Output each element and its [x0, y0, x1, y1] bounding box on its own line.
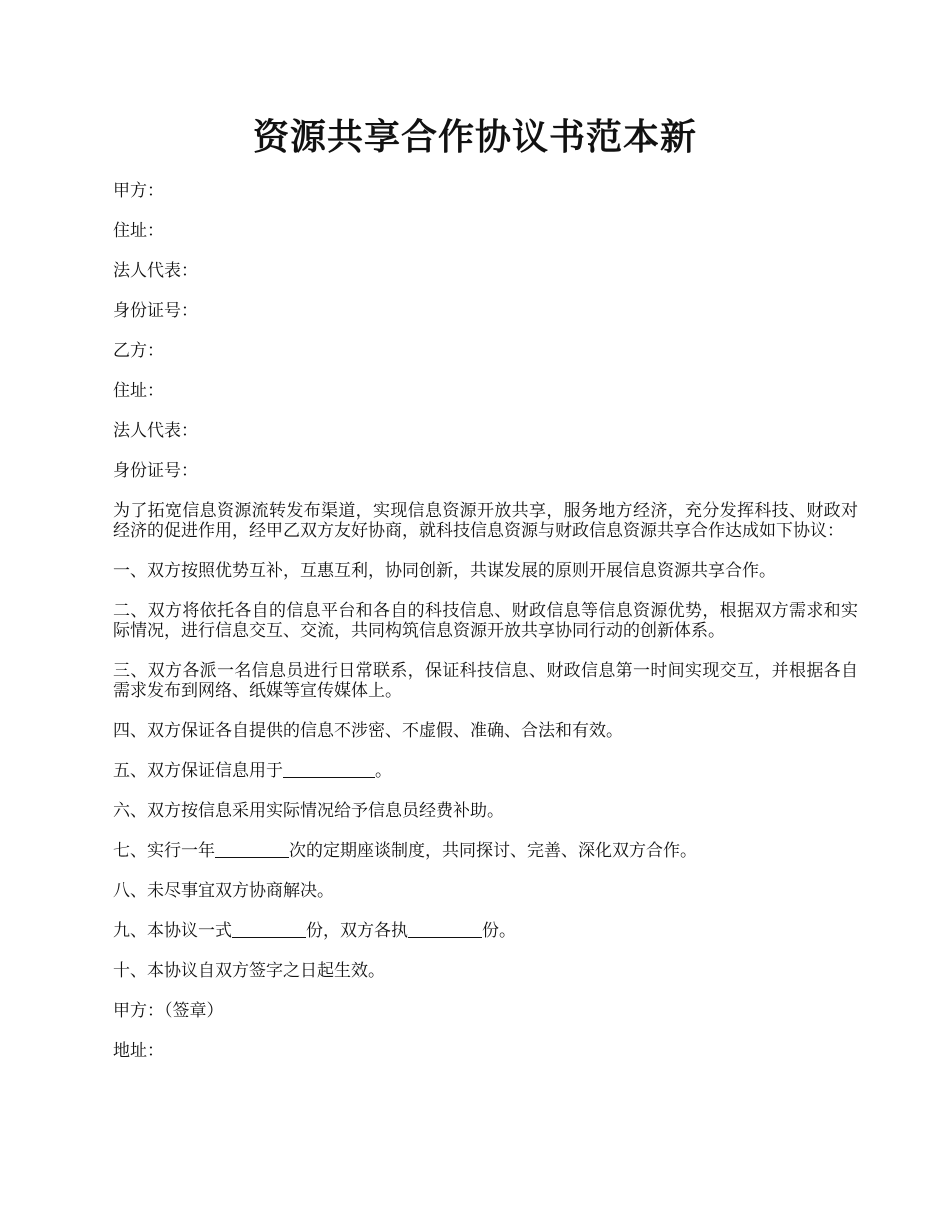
clause-2: 二、双方将依托各自的信息平台和各自的科技信息、财政信息等信息资源优势，根据双方需求和实际情况，进行信息交互、交流，共同构筑信息资源开放共享协同行动的创新体系。 — [113, 601, 858, 641]
clause-9-text: 九、本协议一式 — [113, 921, 232, 941]
party-b-address: 住址： — [113, 381, 164, 401]
clause-5-end: 。 — [375, 761, 392, 781]
clause-3: 三、双方各派一名信息员进行日常联系，保证科技信息、财政信息第一时间实现交互，并根据各自需求发布到网络、纸媒等宣传媒体上。 — [113, 661, 858, 701]
clause-6: 六、双方按信息采用实际情况给予信息员经费补助。 — [113, 801, 504, 821]
party-a-legal-rep: 法人代表： — [113, 261, 198, 281]
party-b-id-number: 身份证号： — [113, 461, 198, 481]
clause-7 — [113, 841, 858, 861]
clause-4: 四、双方保证各自提供的信息不涉密、不虚假、准确、合法和有效。 — [113, 721, 623, 741]
clause-7-text: 七、实行一年 — [113, 841, 215, 861]
clause-9-middle: 份，双方各执 — [306, 921, 408, 941]
party-b-legal-rep: 法人代表： — [113, 421, 198, 441]
clause-9-blank-1 — [232, 921, 306, 938]
document-title: 资源共享合作协议书范本新 — [252, 117, 697, 158]
clause-10: 十、本协议自双方签字之日起生效。 — [113, 961, 385, 981]
clause-5-text: 五、双方保证信息用于 — [113, 761, 283, 781]
clause-9-end: 份。 — [482, 921, 516, 941]
clause-7-blank — [215, 841, 289, 858]
party-a-address: 住址： — [113, 221, 164, 241]
party-a-id-number: 身份证号： — [113, 301, 198, 321]
clause-5 — [113, 761, 858, 781]
party-b-label: 乙方： — [113, 341, 164, 361]
clause-8: 八、未尽事宜双方协商解决。 — [113, 881, 334, 901]
clause-1: 一、双方按照优势互补，互惠互利，协同创新，共谋发展的原则开展信息资源共享合作。 — [113, 561, 776, 581]
signature-address: 地址： — [113, 1041, 164, 1061]
clause-5-blank — [283, 761, 375, 778]
party-a-signature: 甲方：（签章） — [113, 1001, 224, 1021]
clause-7-rest: 次的定期座谈制度，共同探讨、完善、深化双方合作。 — [289, 841, 697, 861]
party-a-label: 甲方： — [113, 181, 164, 201]
clause-9-blank-2 — [408, 921, 482, 938]
preamble-paragraph: 为了拓宽信息资源流转发布渠道，实现信息资源开放共享，服务地方经济，充分发挥科技、财政对经济的促进作用，经甲乙双方友好协商，就科技信息资源与财政信息资源共享合作达成如下协议： — [113, 501, 858, 541]
clause-9 — [113, 921, 858, 941]
document-body — [113, 181, 858, 1081]
